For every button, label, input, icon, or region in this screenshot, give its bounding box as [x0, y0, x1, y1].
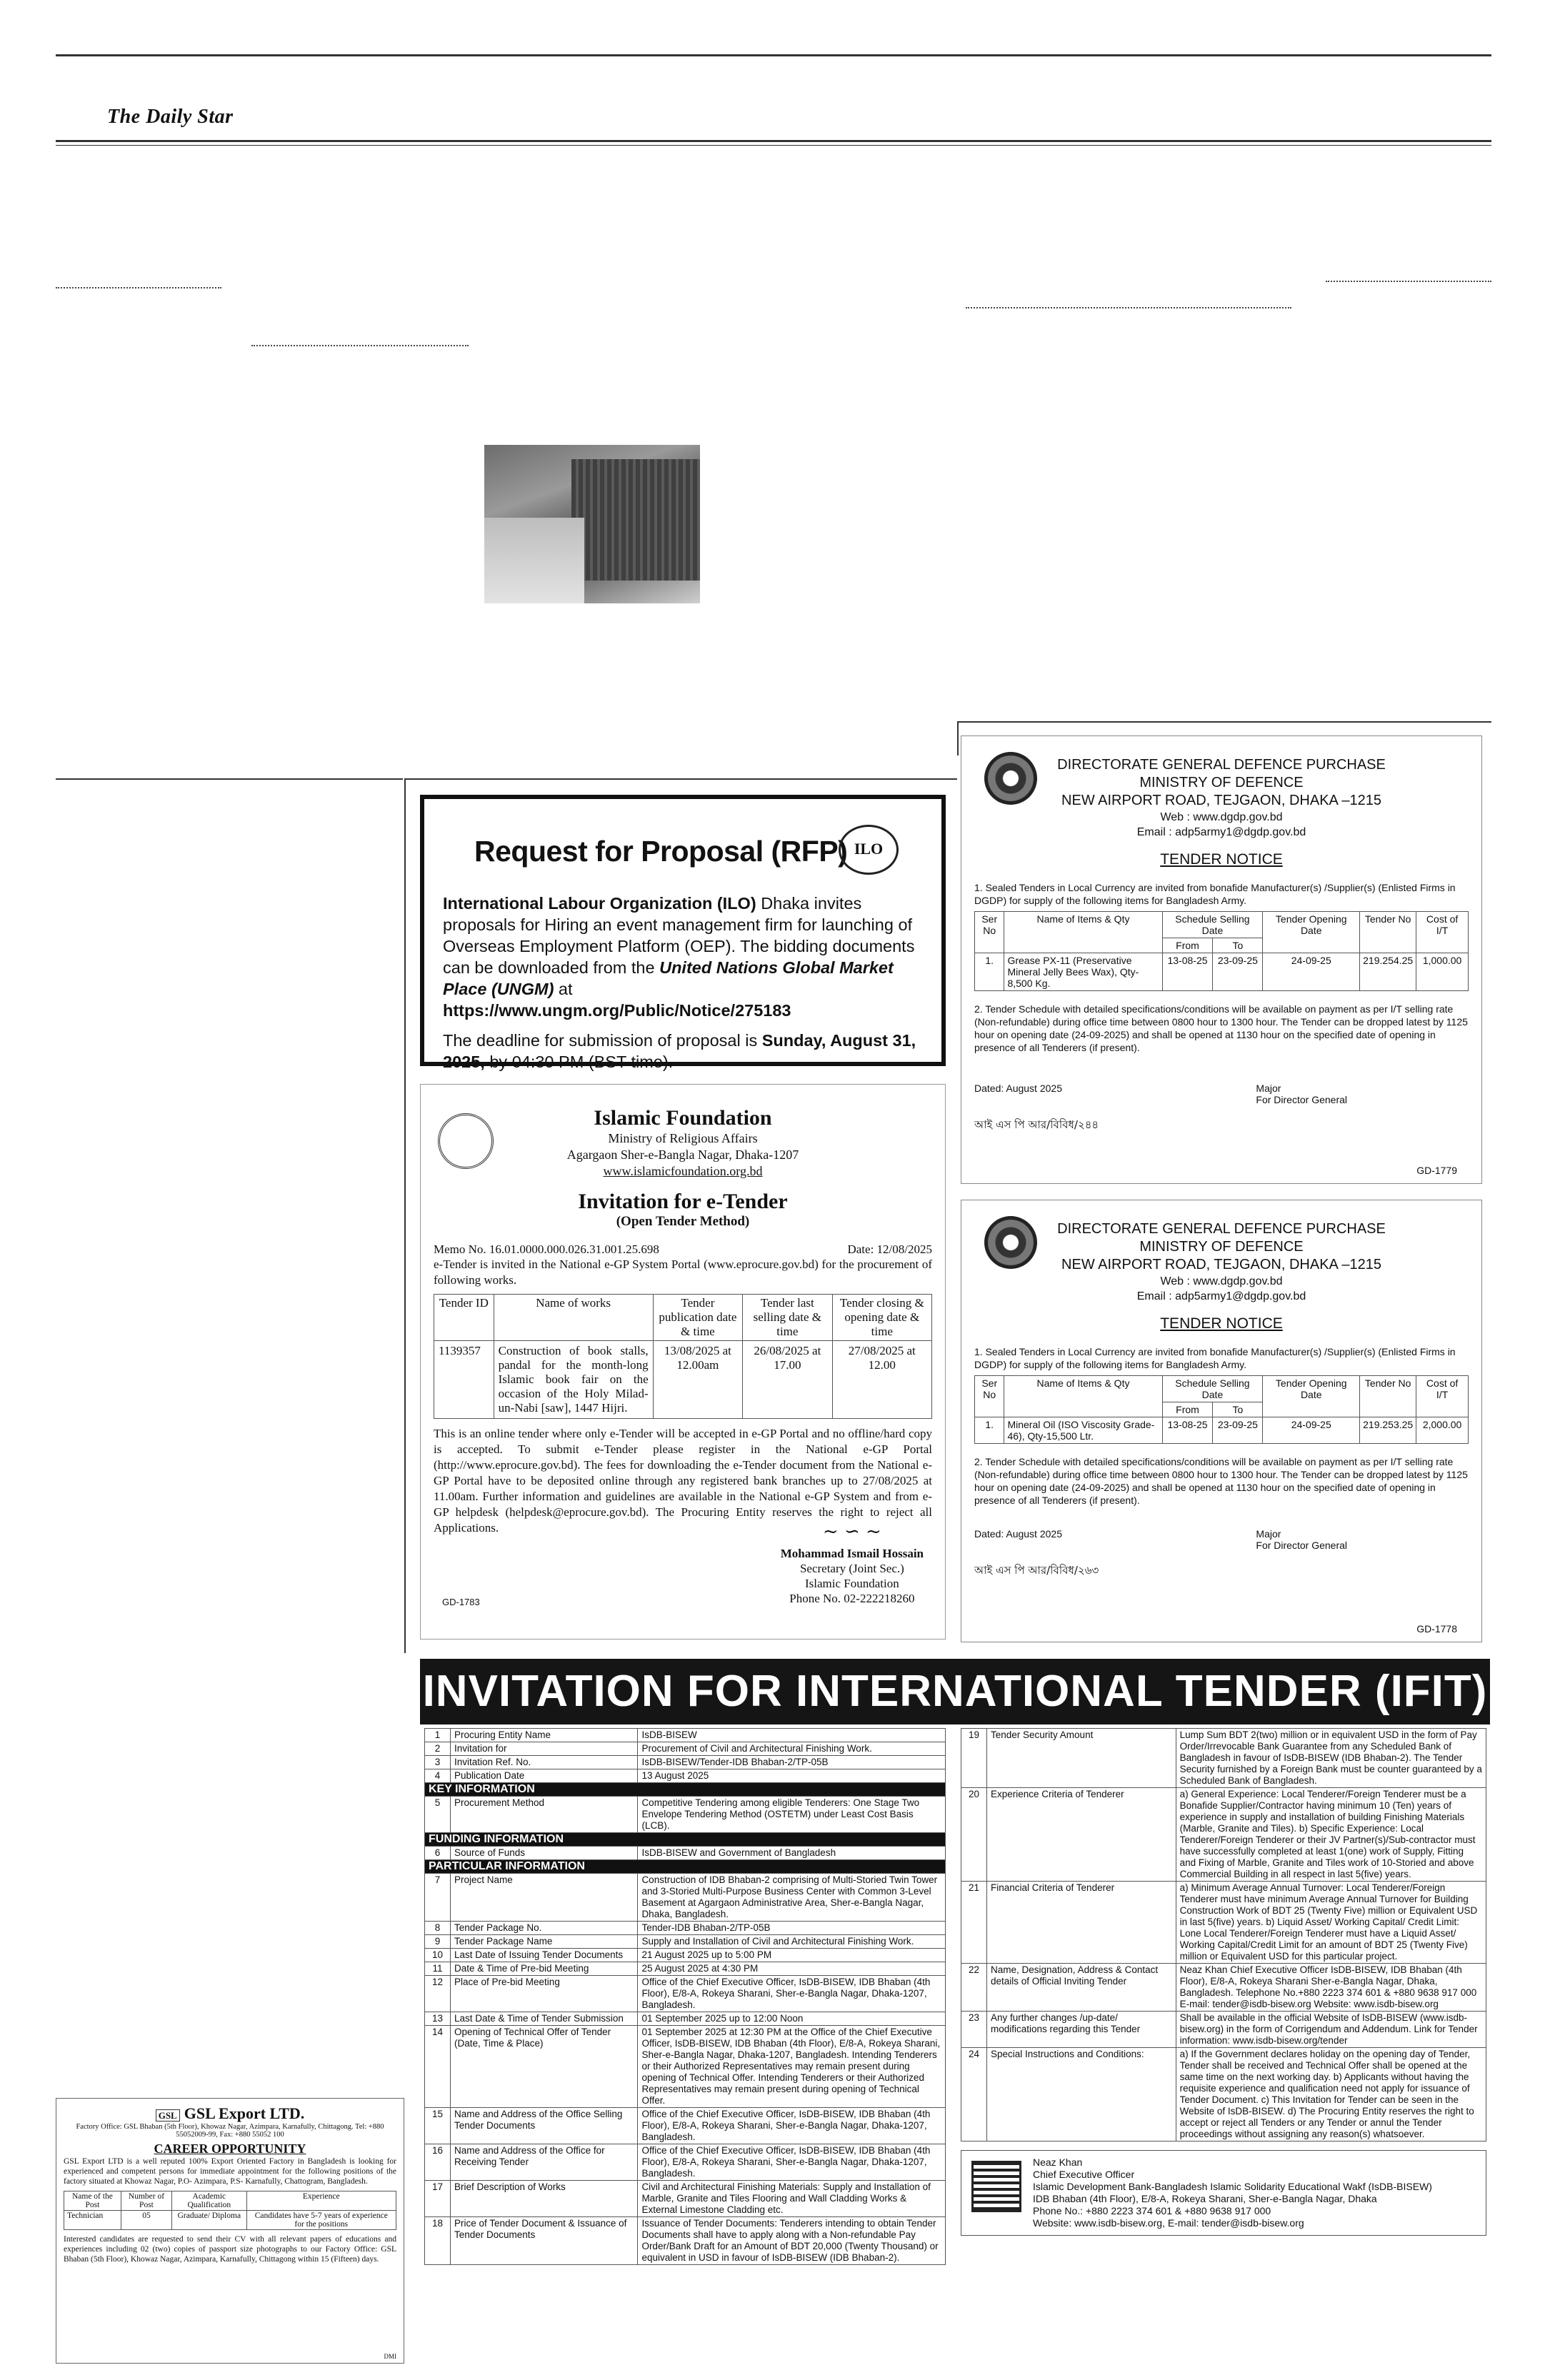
ifit-row-label: Price of Tender Document & Issuance of Tender Documents [451, 2217, 638, 2265]
ads-mid-rule [404, 778, 957, 780]
dgdp2-th: Tender Opening Date [1263, 1376, 1360, 1417]
ifit-row-value: 01 September 2025 up to 12:00 Noon [638, 2012, 946, 2026]
dgdp1-td: 23-09-25 [1213, 953, 1263, 991]
ifit-row-label: Any further changes /up-date/ modifications regarding this Tender [987, 2012, 1176, 2048]
isf-th: Tender publication date & time [653, 1295, 742, 1341]
ifit-table-row [425, 1874, 946, 1922]
gsl-title-row [64, 2104, 396, 2123]
dgdp1-td: 13-08-25 [1162, 953, 1213, 991]
ifit-row-value: a) Minimum Average Annual Turnover: Local Tenderer/Foreign Tenderer must have minimum Average Annual Turnover for Building Construction Work of BDT 25 (Twenty Five) million or Equivalent USD in last 5(five) years. b) Liquid Asset/ Working Capital/ Credit Limit: Lone Local Tenderer/Foreign Tenderer must have a Liquid Asset/ Working Capital/Credit Limit for an amount of BDT 25 (Twenty Five) million or Equivalent USD for this particular project. [1176, 1882, 1486, 1964]
isf-td: 27/08/2025 at 12.00 [832, 1341, 931, 1419]
ifit-row-value: IsDB-BISEW and Government of Bangladesh [638, 1847, 946, 1860]
gsl-code: DMI [384, 2353, 396, 2360]
ifit-table-row [961, 1882, 1486, 1964]
ifit-table-row [425, 1847, 946, 1860]
ifit-row-label: Tender Package Name [451, 1935, 638, 1949]
dgdp1-td: 219.254.25 [1360, 953, 1416, 991]
ifit-row-number: 14 [425, 2026, 451, 2108]
ifit-row-number: 21 [961, 1882, 987, 1964]
dgdp2-sign-block [1256, 1528, 1347, 1551]
dgdp1-td: 24-09-25 [1263, 953, 1360, 991]
dgdp1-td: Grease PX-11 (Preservative Mineral Jelly Bees Wax), Qty-8,500 Kg. [1004, 953, 1162, 991]
dgdp1-line2: MINISTRY OF DEFENCE [1139, 775, 1304, 790]
ifit-row-value: Civil and Architectural Finishing Materials: Supply and Installation of Marble, Granite and Tiles Flooring and Wall Cladding Works & External Limestone Cladding etc. [638, 2181, 946, 2217]
dgdp2-td: 1. [975, 1417, 1004, 1444]
dgdp2-th: Schedule Selling Date [1162, 1376, 1263, 1402]
isf-td: Construction of book stalls, pandal for the month-long Islamic book fair on the occasion of the Holy Milad-un-Nabi [saw], 1447 Hijri. [494, 1341, 653, 1419]
ifit-row-value: Office of the Chief Executive Officer, IsDB-BISEW, IDB Bhaban (4th Floor), E/8-A, Rokeya Sharani, Sher-e-Bangla Nagar, Dhaka-1207, Bangladesh. [638, 1976, 946, 2012]
ifit-footer-web[interactable]: Website: www.isdb-bisew.org, E-mail: tender@isdb-bisew.org [1033, 2217, 1304, 2229]
ifit-row-value: Office of the Chief Executive Officer, IsDB-BISEW, IDB Bhaban (4th Floor), E/8-A, Rokeya Sharani, Sher-e-Bangla Nagar, Dhaka-1207, Bangladesh. [638, 2108, 946, 2144]
ifit-row-number: 2 [425, 1742, 451, 1756]
dgdp1-web[interactable]: Web : www.dgdp.gov.bd [1160, 811, 1283, 823]
ifit-row-number: 15 [425, 2108, 451, 2144]
isf-td: 1139357 [434, 1341, 494, 1419]
isf-th: Tender closing & opening date & time [832, 1295, 931, 1341]
dgdp2-td: 24-09-25 [1263, 1417, 1360, 1444]
dgdp2-notice: TENDER NOTICE [1160, 1315, 1283, 1332]
separator [966, 307, 1291, 308]
dgdp1-para1: 1. Sealed Tenders in Local Currency are invited from bonafide Manufacturer(s) /Supplier(s) (Enlisted Firms in DGDP) for supply of the following items for Bangladesh Army. [974, 882, 1456, 906]
dgdp2-para1: 1. Sealed Tenders in Local Currency are invited from bonafide Manufacturer(s) /Supplier(s) (Enlisted Firms in DGDP) for supply of the following items for Bangladesh Army. [974, 1346, 1456, 1370]
ifit-title: INVITATION FOR INTERNATIONAL TENDER (IFIT) [420, 1659, 1490, 1724]
ifit-footer-address: IDB Bhaban (4th Floor), E/8-A, Rokeya Sharani, Sher-e-Bangla Nagar, Dhaka [1033, 2193, 1377, 2204]
dgdp1-bangla: আই এস পি আর/বিবিধ/২৪৪ [974, 1118, 1099, 1131]
gsl-td: Graduate/ Diploma [172, 2211, 246, 2230]
ifit-row-label: Brief Description of Works [451, 2181, 638, 2217]
rfp-deadline-date: Sunday, August 31, 2025, [443, 1031, 916, 1071]
ifit-table-row [425, 1949, 946, 1962]
ifit-table-row [961, 1729, 1486, 1788]
dgdp1-td: 1. [975, 953, 1004, 991]
separator [1326, 281, 1491, 282]
ifit-row-value: Office of the Chief Executive Officer, IsDB-BISEW, IDB Bhaban (4th Floor), E/8-A, Rokeya Sharani, Sher-e-Bangla Nagar, Dhaka-1207, Bangladesh. [638, 2144, 946, 2181]
ifit-row-label: Date & Time of Pre-bid Meeting [451, 1962, 638, 1976]
ifit-footer-org: Islamic Development Bank-Bangladesh Islamic Solidarity Educational Wakf (IsDB-BISEW) [1033, 2181, 1432, 2192]
ifit-row-number: 4 [425, 1769, 451, 1783]
ifit-section-key: KEY INFORMATION [425, 1783, 946, 1797]
isf-td: 13/08/2025 at 12.00am [653, 1341, 742, 1419]
ifit-row-label: Name and Address of the Office Selling Tender Documents [451, 2108, 638, 2144]
isf-name: Islamic Foundation [594, 1106, 772, 1130]
isf-intro: e-Tender is invited in the National e-GP System Portal (www.eprocure.gov.bd) for the procurement of following works. [434, 1257, 932, 1287]
gsl-career-ad [56, 2098, 404, 2364]
header-top-rule [56, 54, 1491, 56]
ifit-table-row [961, 2048, 1486, 2142]
ifit-row-number: 3 [425, 1756, 451, 1769]
ifit-row-value: 01 September 2025 at 12:30 PM at the Office of the Chief Executive Officer, IsDB-BISEW, IDB Bhaban (4th Floor), E/8-A, Rokeya Sharani, Sher-e-Bangla Nagar, Dhaka-1207, Bangladesh. Intending Tenderers or their Authorized Representatives may remain present during opening of Technical Offer. Intending Tenderers or their Authorized Representatives may remain present during opening of Technical Offer. [638, 2026, 946, 2108]
dgdp2-th: Name of Items & Qty [1004, 1376, 1162, 1417]
ifit-table-row [425, 2026, 946, 2108]
dgdp-seal-icon [984, 752, 1037, 805]
isf-body: This is an online tender where only e-Tender will be accepted in e-GP Portal and no offline/hard copy is accepted. To submit e-Tender please register in the National e-GP Portal (http://www.eprocure.gov.bd). The fees for downloading the e-Tender document from the National e-GP Portal have to be deposited online through any registered bank branches up to 27/08/2025 at 11.00am. Further information and guidelines are available in the National e-GP System and from e-GP helpdesk (helpdesk@eprocure.gov.bd). The Procuring Entity reserves the right to reject all Applications. [434, 1427, 932, 1535]
ads-left-rule [957, 721, 959, 755]
dgdp-tender-1 [961, 735, 1482, 1184]
dgdp2-th-from: From [1162, 1402, 1213, 1417]
ifit-row-value: Competitive Tendering among eligible Tenderers: One Stage Two Envelope Tendering Method (OSTETM) under Least Cost Basis (LCB). [638, 1797, 946, 1833]
isf-date: Date: 12/08/2025 [847, 1242, 932, 1256]
ifit-table-row [425, 1976, 946, 2012]
ifit-footer-name: Neaz Khan [1033, 2156, 1083, 2168]
rfp-url[interactable]: https://www.ungm.org/Public/Notice/275183 [443, 1001, 791, 1020]
gsl-th: Name of the Post [64, 2191, 121, 2211]
dgdp1-th: Ser No [975, 912, 1004, 953]
isf-title: Invitation for e-Tender [578, 1190, 788, 1213]
ifit-row-value: 21 August 2025 up to 5:00 PM [638, 1949, 946, 1962]
ifit-row-number: 23 [961, 2012, 987, 2048]
ifit-row-label: Project Name [451, 1874, 638, 1922]
isf-signer-org: Islamic Foundation [805, 1577, 899, 1590]
dgdp2-table [974, 1375, 1469, 1444]
ads-left-col-rule [56, 778, 403, 780]
isf-memo-row [434, 1242, 932, 1257]
ilo-logo: ILO [839, 825, 899, 875]
dgdp2-th-to: To [1213, 1402, 1263, 1417]
isf-signature-block [780, 1521, 924, 1606]
rfp-deadline-pre: The deadline for submission of proposal is [443, 1031, 762, 1050]
isf-code: GD-1783 [442, 1597, 480, 1607]
ifit-row-number: 8 [425, 1922, 451, 1935]
ifit-row-label: Invitation for [451, 1742, 638, 1756]
ifit-row-value: Shall be available in the official Website of IsDB-BISEW (www.isdb-bisew.org) in the form of Corrigendum and Addendum. Link for Tender information: www.isdb-bisew.org/tender [1176, 2012, 1486, 2048]
ads-vert-rule [404, 778, 406, 1653]
ifit-row-number: 17 [425, 2181, 451, 2217]
news-photo [484, 445, 700, 603]
isf-td: 26/08/2025 at 17.00 [743, 1341, 832, 1419]
photo-wall [571, 459, 700, 581]
rfp-title: Request for Proposal (RFP) [474, 835, 848, 868]
dgdp1-sign-row [974, 1083, 1469, 1105]
dgdp1-for-dg: For Director General [1256, 1094, 1347, 1105]
ifit-table-row [961, 2012, 1486, 2048]
ifit-row-number: 5 [425, 1797, 451, 1833]
rfp-text: Dhaka invites proposals for Hiring an event management firm for launching of Overseas Employment Platform (OEP). The bidding documents can be downloaded from the [443, 894, 915, 977]
gsl-td: Technician [64, 2211, 121, 2230]
ifit-row-value: a) If the Government declares holiday on the opening day of Tender, Tender shall be received and Technical Offer shall be opened at the same time on the next working day. b) Applicants without having the requisite experience and qualification need not apply for issuance of Tender Document. c) This Invitation for Tender can be seen in the Website of IsDB-BISEW. d) The Procuring Entity reserves the right to accept or reject all Tenders or any Tender or annul the Tender proceedings without assigning any reason(s) whatsoever. [1176, 2048, 1486, 2142]
ifit-row-value: Neaz Khan Chief Executive Officer IsDB-BISEW, IDB Bhaban (4th Floor), E/8-A, Rokeya Sharani Sher-e-Bangla Nagar, Dhaka, Bangladesh. Telephone No.+880 2223 374 601 & +880 9638 917 000 E-mail: tender@isdb-bisew.org Website: www.isdb-bisew.org [1176, 1964, 1486, 2012]
dgdp1-th: Name of Items & Qty [1004, 912, 1162, 953]
gsl-th: Academic Qualification [172, 2191, 246, 2211]
dgdp2-th: Tender No [1360, 1376, 1416, 1417]
ifit-row-label: Invitation Ref. No. [451, 1756, 638, 1769]
dgdp-tender-2 [961, 1200, 1482, 1642]
gsl-intro: GSL Export LTD is a well reputed 100% Export Oriented Factory in Bangladesh is looking for experienced and competent persons for immediate appointment for the following positions of the factory situated at Khowaz Nagar, P.O- Azimpara, P.S- Karnafully, Chattogram, Bangladesh. [64, 2157, 396, 2186]
isf-signer: Mohammad Ismail Hossain [780, 1547, 924, 1560]
dgdp2-bangla: আই এস পি আর/বিবিধ/২৬৩ [974, 1564, 1099, 1577]
ifit-row-label: Special Instructions and Conditions: [987, 2048, 1176, 2142]
ifit-row-label: Tender Security Amount [987, 1729, 1176, 1788]
ifit-row-number: 7 [425, 1874, 451, 1922]
ifit-row-number: 16 [425, 2144, 451, 2181]
ifit-row-value: Issuance of Tender Documents: Tenderers intending to obtain Tender Documents shall have to apply along with a Non-refundable Pay Order/Bank Draft for an Amount of BDT 20,000 (Twenty Thousand) or equivalent in USD in favour of IsDB-BISEW (IDB Bhaban-2). [638, 2217, 946, 2265]
gsl-td: Candidates have 5-7 years of experience for the positions [246, 2211, 396, 2230]
ifit-row-number: 6 [425, 1847, 451, 1860]
gsl-office: Factory Office: GSL Bhaban (5th Floor), Khowaz Nagar, Azimpara, Karnafully, Chittagong. Tel: +880 55052009-99, Fax: +880 55052 100 [76, 2123, 384, 2139]
ifit-row-label: Last Date & Time of Tender Submission [451, 2012, 638, 2026]
ifit-right-table [961, 1728, 1486, 2142]
dgdp1-line1: DIRECTORATE GENERAL DEFENCE PURCHASE [1057, 757, 1386, 773]
dgdp2-major: Major [1256, 1528, 1281, 1540]
dgdp1-th-to: To [1213, 938, 1263, 953]
dgdp1-th: Schedule Selling Date [1162, 912, 1263, 938]
dgdp2-td: 219.253.25 [1360, 1417, 1416, 1444]
ads-top-rule [957, 721, 1491, 723]
isf-memo: Memo No. 16.01.0000.000.026.31.001.25.698 [434, 1242, 659, 1256]
islamic-foundation-seal-icon [438, 1113, 494, 1169]
ifit-row-number: 24 [961, 2048, 987, 2142]
dgdp2-th: Cost of I/T [1416, 1376, 1469, 1417]
isf-th: Tender ID [434, 1295, 494, 1341]
dgdp1-sign-block [1256, 1083, 1347, 1105]
dgdp1-para2: 2. Tender Schedule with detailed specifications/conditions will be available on payment as per I/T selling rate (Non-refundable) during office time between 0800 hour to 1300 hour. The Tender can be dropped latest by 1125 hour on opening date (24-09-2025) and shall be opened at 1130 hour on the specified date of opening in presence of all Tenderers (if present). [974, 1003, 1468, 1053]
ifit-row-value: Supply and Installation of Civil and Architectural Finishing Work. [638, 1935, 946, 1949]
dgdp2-para2: 2. Tender Schedule with detailed specifications/conditions will be available on payment as per I/T selling rate (Non-refundable) during office time between 0800 hour to 1300 hour. The Tender can be dropped latest by 1125 hour on opening date (24-09-2025) and shall be opened at 1130 hour on the specified date of opening in presence of all Tenderers (if present). [974, 1456, 1468, 1506]
dgdp2-th: Ser No [975, 1376, 1004, 1417]
ifit-row-number: 20 [961, 1788, 987, 1882]
dgdp1-th-from: From [1162, 938, 1213, 953]
dgdp2-dated: Dated: August 2025 [974, 1528, 1062, 1540]
ifit-section-funding: FUNDING INFORMATION [425, 1833, 946, 1847]
separator [251, 345, 469, 346]
isf-th: Tender last selling date & time [743, 1295, 832, 1341]
ifit-row-label: Procurement Method [451, 1797, 638, 1833]
dgdp2-td: 13-08-25 [1162, 1417, 1213, 1444]
dgdp2-sign-row [974, 1528, 1469, 1551]
isf-table [434, 1294, 932, 1419]
dgdp2-for-dg: For Director General [1256, 1540, 1347, 1551]
rfp-body [443, 893, 923, 1021]
dgdp1-major: Major [1256, 1083, 1281, 1094]
gsl-name: GSL Export LTD. [184, 2104, 305, 2122]
ifit-row-value: IsDB-BISEW/Tender-IDB Bhaban-2/TP-05B [638, 1756, 946, 1769]
ifit-table-row [425, 2108, 946, 2144]
ifit-footer [961, 2150, 1486, 2236]
ifit-table-row [425, 1922, 946, 1935]
ifit-row-value: a) General Experience: Local Tenderer/Foreign Tenderer must be a Bonafide Supplier/Contractor having minimum 10 (Ten) years of experience in supply and installation of building Finishing Materials (Marble, Granite and Tiles). b) Specific Experience: Local Tenderer/Foreign Tenderer or their JV Partner(s)/Sub-contractor must have successfully completed at least 1(one) work of Supply, Fitting and Fixing of Marble, Granite and Tiles work of 10-Storied and above Commercial Building in all respect in last 5(five) years. [1176, 1788, 1486, 1882]
dgdp-seal-icon [984, 1216, 1037, 1269]
ifit-row-label: Financial Criteria of Tenderer [987, 1882, 1176, 1964]
ifit-table-row [425, 1769, 946, 1783]
ifit-row-number: 12 [425, 1976, 451, 2012]
ifit-row-number: 13 [425, 2012, 451, 2026]
ifit-row-value: Lump Sum BDT 2(two) million or in equivalent USD in the form of Pay Order/Irrevocable Bank Guarantee from any Scheduled Bank of Bangladesh in favour of IsDB-BISEW (IDB Bhaban-2). The Tender Security furnished by a Foreign Bank must be counter guaranteed by a Scheduled Bank of Bangladesh. [1176, 1729, 1486, 1788]
ifit-left-table [424, 1728, 946, 2265]
ifit-table-row [425, 2012, 946, 2026]
isf-address: Agargaon Sher-e-Bangla Nagar, Dhaka-1207 [566, 1148, 799, 1162]
dgdp2-code: GD-1778 [1416, 1623, 1457, 1635]
ifit-row-label: Last Date of Issuing Tender Documents [451, 1949, 638, 1962]
isdb-bisew-logo-icon [971, 2161, 1021, 2212]
ifit-row-label: Place of Pre-bid Meeting [451, 1976, 638, 2012]
ifit-row-number: 19 [961, 1729, 987, 1788]
ifit-row-value: Procurement of Civil and Architectural Finishing Work. [638, 1742, 946, 1756]
gsl-outro: Interested candidates are requested to send their CV with all relevant papers of educations and experiences including 02 (two) copies of passport size photographs to our Factory Office: GSL Bhaban (5th Floor), Khowaz Nagar, Azimpara, Karnafully, Chittagong within 15 (Fifteen) days. [64, 2235, 396, 2264]
rfp-at: at [554, 980, 573, 998]
rfp-deadline-post: by 04:30 PM (BST time). [484, 1053, 674, 1071]
dgdp1-dated: Dated: August 2025 [974, 1083, 1062, 1094]
dgdp1-th: Cost of I/T [1416, 912, 1469, 953]
ifit-right-column [961, 1728, 1486, 2236]
dgdp2-line3: NEW AIRPORT ROAD, TEJGAON, DHAKA –1215 [1061, 1257, 1381, 1272]
ifit-row-number: 11 [425, 1962, 451, 1976]
header-bottom-rule-thin [56, 145, 1491, 146]
header-bottom-rule [56, 140, 1491, 142]
ifit-row-label: Name, Designation, Address & Contact details of Official Inviting Tender [987, 1964, 1176, 2012]
masthead: The Daily Star [107, 106, 234, 128]
gsl-table [64, 2191, 396, 2230]
ifit-table-row [425, 1797, 946, 1833]
dgdp2-line1: DIRECTORATE GENERAL DEFENCE PURCHASE [1057, 1221, 1386, 1237]
gsl-th: Experience [246, 2191, 396, 2211]
ifit-row-value: Tender-IDB Bhaban-2/TP-05B [638, 1922, 946, 1935]
ifit-row-label: Name and Address of the Office for Receiving Tender [451, 2144, 638, 2181]
gsl-th: Number of Post [121, 2191, 171, 2211]
isf-ministry: Ministry of Religious Affairs [608, 1131, 758, 1145]
ifit-table-row [425, 1756, 946, 1769]
dgdp1-td: 1,000.00 [1416, 953, 1469, 991]
rfp-org: International Labour Organization (ILO) [443, 894, 756, 913]
dgdp2-td: 2,000.00 [1416, 1417, 1469, 1444]
ifit-row-label: Experience Criteria of Tenderer [987, 1788, 1176, 1882]
ifit-footer-phone: Phone No.: +880 2223 374 601 & +880 9638 917 000 [1033, 2205, 1271, 2216]
ifit-table-row [425, 1962, 946, 1976]
ifit-table-row [425, 1729, 946, 1742]
ifit-table-row [961, 1788, 1486, 1882]
dgdp1-notice: TENDER NOTICE [1160, 851, 1283, 868]
dgdp2-line2: MINISTRY OF DEFENCE [1139, 1239, 1304, 1255]
ifit-row-number: 18 [425, 2217, 451, 2265]
ifit-footer-title: Chief Executive Officer [1033, 2169, 1135, 2180]
dgdp1-th: Tender No [1360, 912, 1416, 953]
gsl-logo: GSL [156, 2109, 180, 2122]
ifit-row-label: Procuring Entity Name [451, 1729, 638, 1742]
isf-web[interactable]: www.islamicfoundation.org.bd [603, 1164, 763, 1178]
separator [56, 287, 221, 288]
dgdp1-code: GD-1779 [1416, 1165, 1457, 1176]
ifit-row-label: Tender Package No. [451, 1922, 638, 1935]
ifit-table-row [425, 1935, 946, 1949]
isf-method: (Open Tender Method) [616, 1214, 750, 1229]
ifit-row-number: 10 [425, 1949, 451, 1962]
rfp-deadline [443, 1030, 923, 1073]
dgdp2-web[interactable]: Web : www.dgdp.gov.bd [1160, 1275, 1283, 1287]
signature-icon: ~ ∽ ~ [822, 1521, 881, 1542]
ifit-row-number: 9 [425, 1935, 451, 1949]
gsl-heading: CAREER OPPORTUNITY [154, 2142, 306, 2156]
ifit-table-row [425, 1742, 946, 1756]
ifit-table-row [425, 2181, 946, 2217]
ifit-row-number: 22 [961, 1964, 987, 2012]
dgdp1-th: Tender Opening Date [1263, 912, 1360, 953]
gsl-td: 05 [121, 2211, 171, 2230]
dgdp1-table [974, 911, 1469, 991]
ifit-row-value: IsDB-BISEW [638, 1729, 946, 1742]
dgdp2-email[interactable]: Email : adp5army1@dgdp.gov.bd [1136, 1290, 1306, 1302]
ifit-row-value: Construction of IDB Bhaban-2 comprising of Multi-Storied Twin Tower and 3-Storied Multi-Purpose Business Center with Common 3-Level Basement at Agargaon Administrative Area, Sher-e-Bangla Nagar, Dhaka, Bangladesh. [638, 1874, 946, 1922]
islamic-foundation-ad [420, 1084, 946, 1640]
ifit-row-label: Publication Date [451, 1769, 638, 1783]
dgdp2-td: 23-09-25 [1213, 1417, 1263, 1444]
ifit-table-row [425, 2144, 946, 2181]
ifit-table-row [425, 2217, 946, 2265]
ifit-row-number: 1 [425, 1729, 451, 1742]
isf-signer-title: Secretary (Joint Sec.) [799, 1562, 904, 1575]
rfp-source: United Nations Global Market Place (UNGM) [443, 958, 894, 998]
photo-water [484, 518, 584, 603]
dgdp1-line3: NEW AIRPORT ROAD, TEJGAON, DHAKA –1215 [1061, 793, 1381, 808]
rfp-ad [420, 795, 946, 1071]
isf-th: Name of works [494, 1295, 653, 1341]
ifit-row-label: Opening of Technical Offer of Tender (Date, Time & Place) [451, 2026, 638, 2108]
ifit-row-value: 25 August 2025 at 4:30 PM [638, 1962, 946, 1976]
ifit-section-particular: PARTICULAR INFORMATION [425, 1860, 946, 1874]
ifit-left-column [424, 1728, 946, 2265]
ifit-row-label: Source of Funds [451, 1847, 638, 1860]
dgdp2-td: Mineral Oil (ISO Viscosity Grade-46), Qty-15,500 Ltr. [1004, 1417, 1162, 1444]
isf-phone: Phone No. 02-222218260 [789, 1592, 915, 1605]
ifit-row-value: 13 August 2025 [638, 1769, 946, 1783]
dgdp1-email[interactable]: Email : adp5army1@dgdp.gov.bd [1136, 826, 1306, 838]
ifit-table-row [961, 1964, 1486, 2012]
